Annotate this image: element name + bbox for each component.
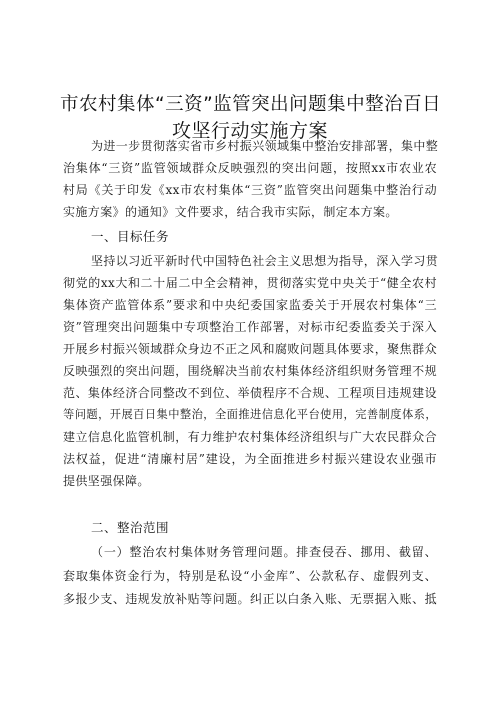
paragraph-line: 多报少支、违规发放补贴等问题。纠正以白条入账、无票据入账、抵	[63, 592, 437, 606]
intro-line: 村局《关于印发《xx市农村集体“三资”监管突出问题集中整治行动	[63, 183, 437, 197]
intro-line: 为进一步贯彻落实省市乡村振兴领域集中整治安排部署，集中整	[91, 139, 439, 153]
paragraph-line: 建立信息化监管机制，有力维护农村集体经济组织与广大农民群众合	[63, 430, 437, 444]
paragraph-line: 彻党的xx大和二十届二中全会精神，贯彻落实党中央关于“健全农村	[63, 276, 437, 290]
document-title-line-1: 市农村集体“三资”监管突出问题集中整治百日	[60, 94, 442, 115]
paragraph-line: 反映强烈的突出问题，围绕解决当前农村集体经济组织财务管理不规	[63, 364, 437, 378]
intro-line: 治集体“三资”监管领域群众反映强烈的突出问题，按照xx市农业农	[63, 161, 437, 175]
document-title-line-2: 攻坚行动实施方案	[171, 120, 328, 142]
section-heading-scope: 二、整治范围	[91, 520, 170, 535]
paragraph-line: 集体资产监管体系”要求和中央纪委国家监委关于开展农村集体“三	[63, 298, 437, 312]
paragraph-line: 坚持以习近平新时代中国特色社会主义思想为指导，深入学习贯	[91, 254, 439, 268]
paragraph-line: 开展乡村振兴领域群众身边不正之风和腐败问题具体要求，聚焦群众	[63, 342, 437, 356]
paragraph-line: 范、集体经济合同整改不到位、举债程序不合规、工程项目违规建设	[63, 386, 437, 400]
paragraph-line: 提供坚强保障。	[63, 474, 150, 488]
paragraph-line: 法权益，促进“清廉村居”建设，为全面推进乡村振兴建设农业强市	[63, 452, 437, 466]
section-heading-goals: 一、目标任务	[91, 229, 170, 244]
intro-line: 实施方案》的通知》文件要求，结合我市实际，制定本方案。	[63, 205, 398, 219]
paragraph-line: 套取集体资金行为，特别是私设“小金库”、公款私存、虚假列支、	[63, 569, 437, 583]
paragraph-line: 资”管理突出问题集中专项整治工作部署，对标市纪委监委关于深入	[63, 320, 437, 334]
paragraph-line: 等问题，开展百日集中整治，全面推进信息化平台使用，完善制度体系，	[63, 408, 437, 421]
paragraph-line: （一）整治农村集体财务管理问题。排查侵吞、挪用、截留、	[91, 545, 437, 559]
